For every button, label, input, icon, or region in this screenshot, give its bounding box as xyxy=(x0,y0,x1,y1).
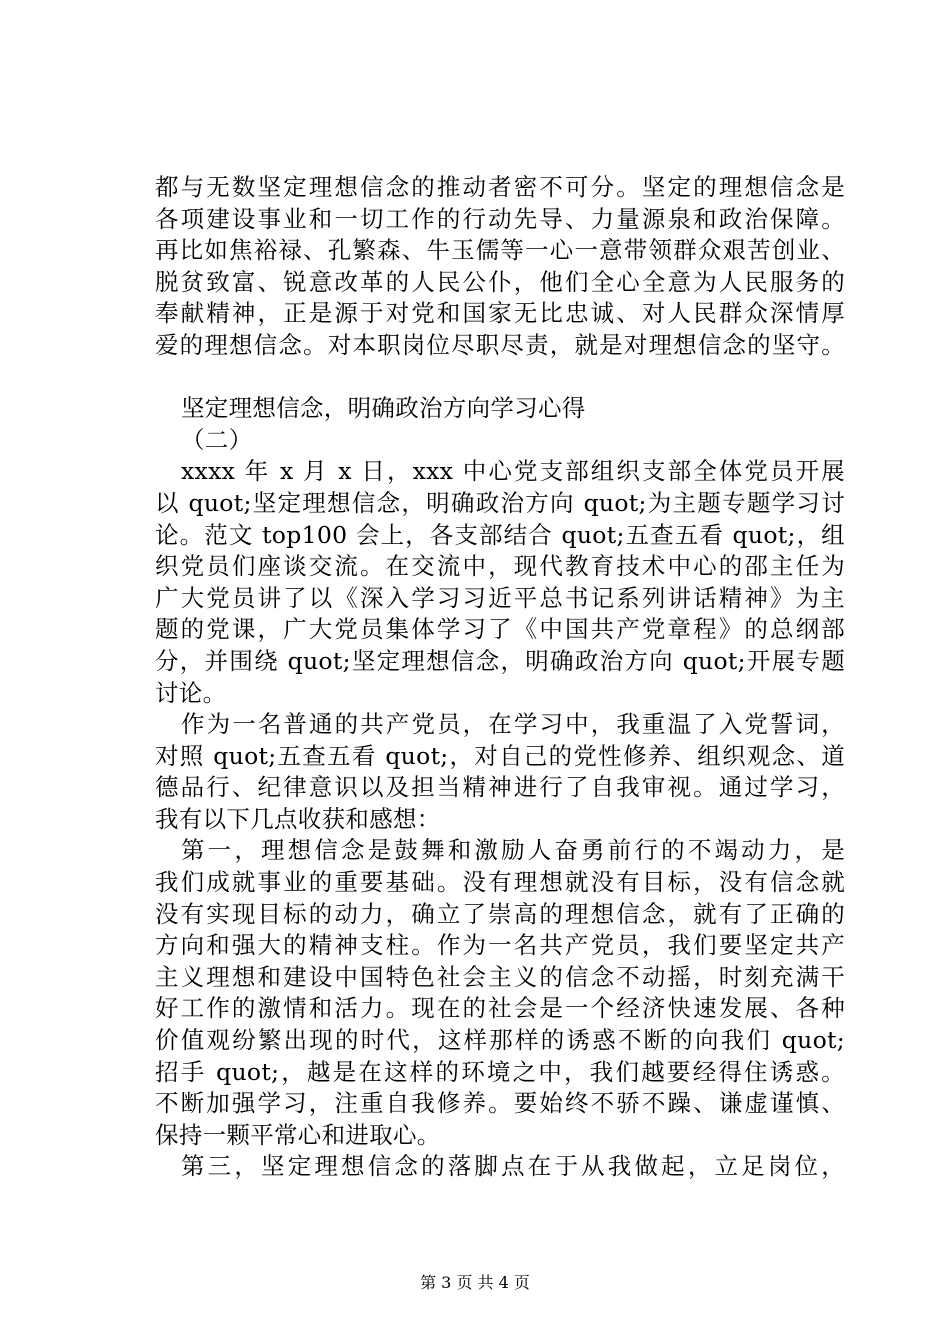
text-line: 价值观纷繁出现的时代，这样那样的诱惑不断的向我们 quot; xyxy=(155,1026,845,1055)
text-line: 奉献精神，正是源于对党和国家无比忠诚、对人民群众深情厚 xyxy=(155,299,845,328)
text-line: 我们成就事业的重要基础。没有理想就没有目标，没有信念就 xyxy=(155,868,845,897)
text-line: 论。范文 top100 会上，各支部结合 quot;五查五看 quot;，组 xyxy=(155,520,845,549)
document-body xyxy=(155,172,845,1183)
text-line: 都与无数坚定理想信念的推动者密不可分。坚定的理想信念是 xyxy=(155,173,845,201)
text-line: 分，并围绕 quot;坚定理想信念，明确政治方向 quot;开展专题 xyxy=(155,646,845,675)
text-line: 第一，理想信念是鼓舞和激励人奋勇前行的不竭动力，是 xyxy=(181,836,845,865)
text-line: 保持一颗平常心和进取心。 xyxy=(155,1120,441,1149)
text-line: 主义理想和建设中国特色社会主义的信念不动摇，时刻充满干 xyxy=(155,962,845,991)
paragraph-3 xyxy=(155,709,845,835)
text-line: 德品行、纪律意识以及担当精神进行了自我审视。通过学习， xyxy=(155,773,845,802)
text-line: 题的党课，广大党员集体学习了《中国共产党章程》的总纲部 xyxy=(155,615,845,644)
text-line: 第三，坚定理想信念的落脚点在于从我做起，立足岗位， xyxy=(181,1152,845,1181)
text-line: 讨论。 xyxy=(155,678,227,707)
text-line: 没有实现目标的动力，确立了崇高的理想信念，就有了正确的 xyxy=(155,899,845,928)
section-subtitle: （二） xyxy=(181,425,253,454)
text-line: 招手 quot;，越是在这样的环境之中，我们越要经得住诱惑。 xyxy=(155,1057,845,1086)
text-line: 不断加强学习，注重自我修养。要始终不骄不躁、谦虚谨慎、 xyxy=(155,1089,845,1118)
section-title: 坚定理想信念，明确政治方向学习心得 xyxy=(181,394,586,423)
text-line: 爱的理想信念。对本职岗位尽职尽责，就是对理想信念的坚守。 xyxy=(155,330,845,359)
text-line: 脱贫致富、锐意改革的人民公仆，他们全心全意为人民服务的 xyxy=(155,267,845,296)
text-line: 作为一名普通的共产党员，在学习中，我重温了入党誓词， xyxy=(181,710,845,739)
page-number-footer: 第 3 页 共 4 页 xyxy=(420,1273,530,1292)
text-line: 以 quot;坚定理想信念，明确政治方向 quot;为主题专题学习讨 xyxy=(155,488,845,517)
paragraph-2 xyxy=(155,456,845,709)
text-line: 对照 quot;五查五看 quot;，对自己的党性修养、组织观念、道 xyxy=(155,741,845,770)
text-line: 好工作的激情和活力。现在的社会是一个经济快速发展、各种 xyxy=(155,994,845,1023)
text-line: 再比如焦裕禄、孔繁森、牛玉儒等一心一意带领群众艰苦创业、 xyxy=(155,236,845,265)
blank-line xyxy=(155,362,845,394)
text-line: 我有以下几点收获和感想： xyxy=(155,804,441,833)
paragraph-1 xyxy=(155,172,845,362)
text-line: xxxx 年 x 月 x 日，xxx 中心党支部组织支部全体党员开展 xyxy=(181,457,845,486)
paragraph-5 xyxy=(155,1151,845,1183)
text-line: 各项建设事业和一切工作的行动先导、力量源泉和政治保障。 xyxy=(155,204,845,233)
text-line: 广大党员讲了以《深入学习习近平总书记系列讲话精神》为主 xyxy=(155,583,845,612)
text-line: 方向和强大的精神支柱。作为一名共产党员，我们要坚定共产 xyxy=(155,931,845,960)
paragraph-4 xyxy=(155,835,845,1151)
text-line: 织党员们座谈交流。在交流中，现代教育技术中心的邵主任为 xyxy=(155,552,845,581)
